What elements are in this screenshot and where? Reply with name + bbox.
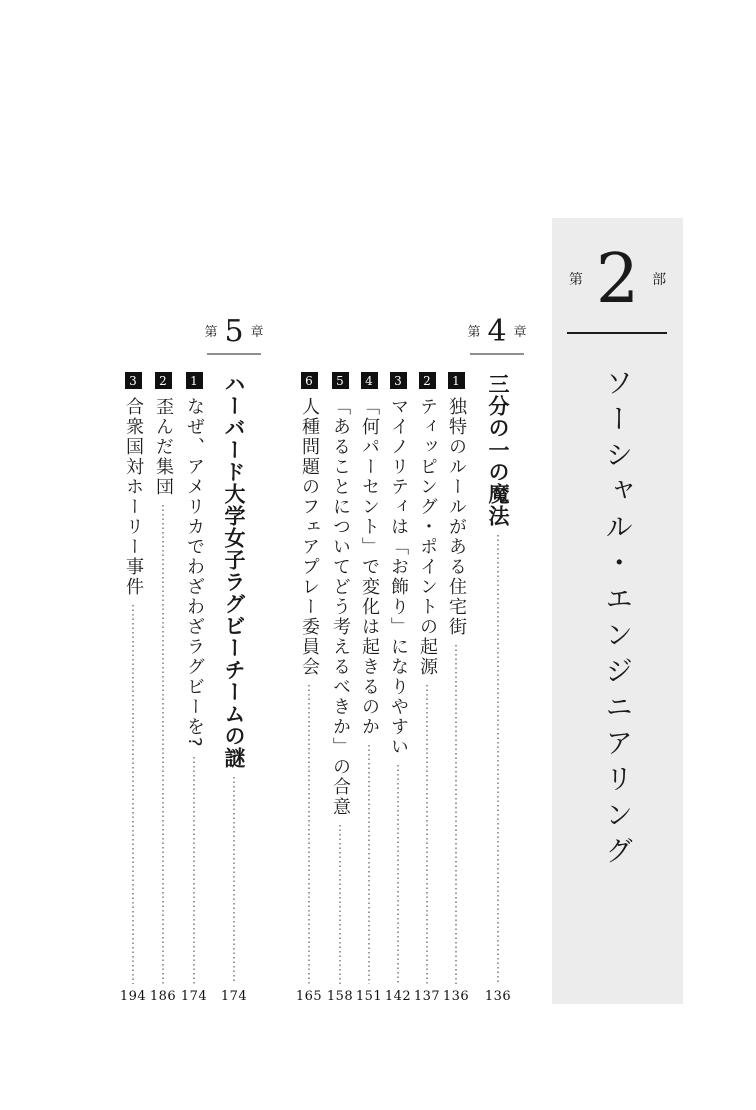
dotted-leader	[397, 765, 399, 984]
dotted-leader	[233, 777, 235, 984]
section-title: 「何パーセント」で変化は起きるのか	[359, 397, 380, 737]
section-number-badge: 2	[155, 372, 172, 389]
chapter-4-label-suffix: 章	[513, 324, 527, 340]
chapter-5-rule	[207, 353, 261, 355]
section-title: 「あることについてどう考えるべきか」の合意	[330, 397, 351, 817]
chapter-4-rule	[470, 353, 524, 355]
dotted-leader	[132, 605, 134, 984]
section-number-badge: 1	[448, 372, 465, 389]
chapter-5-heading	[202, 314, 266, 349]
section-number-badge: 4	[361, 372, 378, 389]
dotted-leader	[308, 685, 310, 984]
part-divider-rule	[567, 332, 667, 334]
chapter-4-item-2	[414, 372, 440, 1004]
section-number-badge: 3	[390, 372, 407, 389]
chapter-5-title: ハーバード大学女子ラグビーチームの謎	[222, 373, 246, 769]
dotted-leader	[193, 757, 195, 984]
section-title: なぜ、アメリカでわざわざラグビーを?	[184, 397, 205, 749]
part-heading	[552, 240, 683, 319]
chapter-4-title-column	[485, 372, 511, 1004]
dotted-leader	[162, 505, 164, 984]
dotted-leader	[339, 825, 341, 984]
chapter-5-label-prefix: 第	[204, 324, 218, 340]
page-number: 194	[119, 989, 147, 1004]
chapter-4-item-4	[356, 372, 382, 1004]
chapter-4-item-5	[327, 372, 353, 1004]
chapter-4-item-6	[296, 372, 322, 1004]
chapter-5-label-suffix: 章	[250, 324, 264, 340]
page-number: 174	[180, 989, 208, 1004]
chapter-4-item-1	[443, 372, 469, 1004]
page-number: 136	[442, 989, 470, 1004]
page-number: 158	[326, 989, 354, 1004]
chapter-5-item-1	[181, 372, 207, 1004]
chapter-4-title: 三分の一の魔法	[486, 373, 510, 527]
section-number-badge: 1	[186, 372, 203, 389]
page-number: 165	[295, 989, 323, 1004]
section-title: 合衆国対ホーリー事件	[123, 397, 144, 597]
part-number: 2	[595, 240, 640, 319]
dotted-leader	[497, 535, 499, 984]
part-title: ソーシャル・エンジニアリング	[601, 368, 635, 872]
section-title: ティッピング・ポイントの起源	[417, 397, 438, 677]
section-number-badge: 2	[419, 372, 436, 389]
part-label-suffix: 部	[652, 272, 667, 288]
section-number-badge: 6	[301, 372, 318, 389]
chapter-4-item-3	[385, 372, 411, 1004]
page-number: 137	[413, 989, 441, 1004]
part-label-prefix: 第	[568, 272, 583, 288]
chapter-4-number: 4	[487, 314, 507, 349]
chapter-5-number: 5	[224, 314, 244, 349]
chapter-5-item-3	[120, 372, 146, 1004]
section-number-badge: 5	[332, 372, 349, 389]
chapter-4-heading	[465, 314, 529, 349]
dotted-leader	[368, 745, 370, 984]
page-number: 151	[355, 989, 383, 1004]
chapter-5-item-2	[150, 372, 176, 1004]
section-title: 人種問題のフェアプレー委員会	[299, 397, 320, 677]
dotted-leader	[426, 685, 428, 984]
section-title: 歪んだ集団	[153, 397, 174, 497]
page-number: 136	[484, 989, 512, 1004]
section-title: 独特のルールがある住宅街	[446, 397, 467, 637]
dotted-leader	[455, 645, 457, 984]
chapter-4-label-prefix: 第	[467, 324, 481, 340]
page-number: 174	[220, 989, 248, 1004]
section-title: マイノリティは「お飾り」になりやすい	[388, 397, 409, 757]
page-number: 142	[384, 989, 412, 1004]
section-number-badge: 3	[125, 372, 142, 389]
part-panel	[552, 218, 683, 1004]
page-number: 186	[149, 989, 177, 1004]
chapter-5-title-column	[221, 372, 247, 1004]
